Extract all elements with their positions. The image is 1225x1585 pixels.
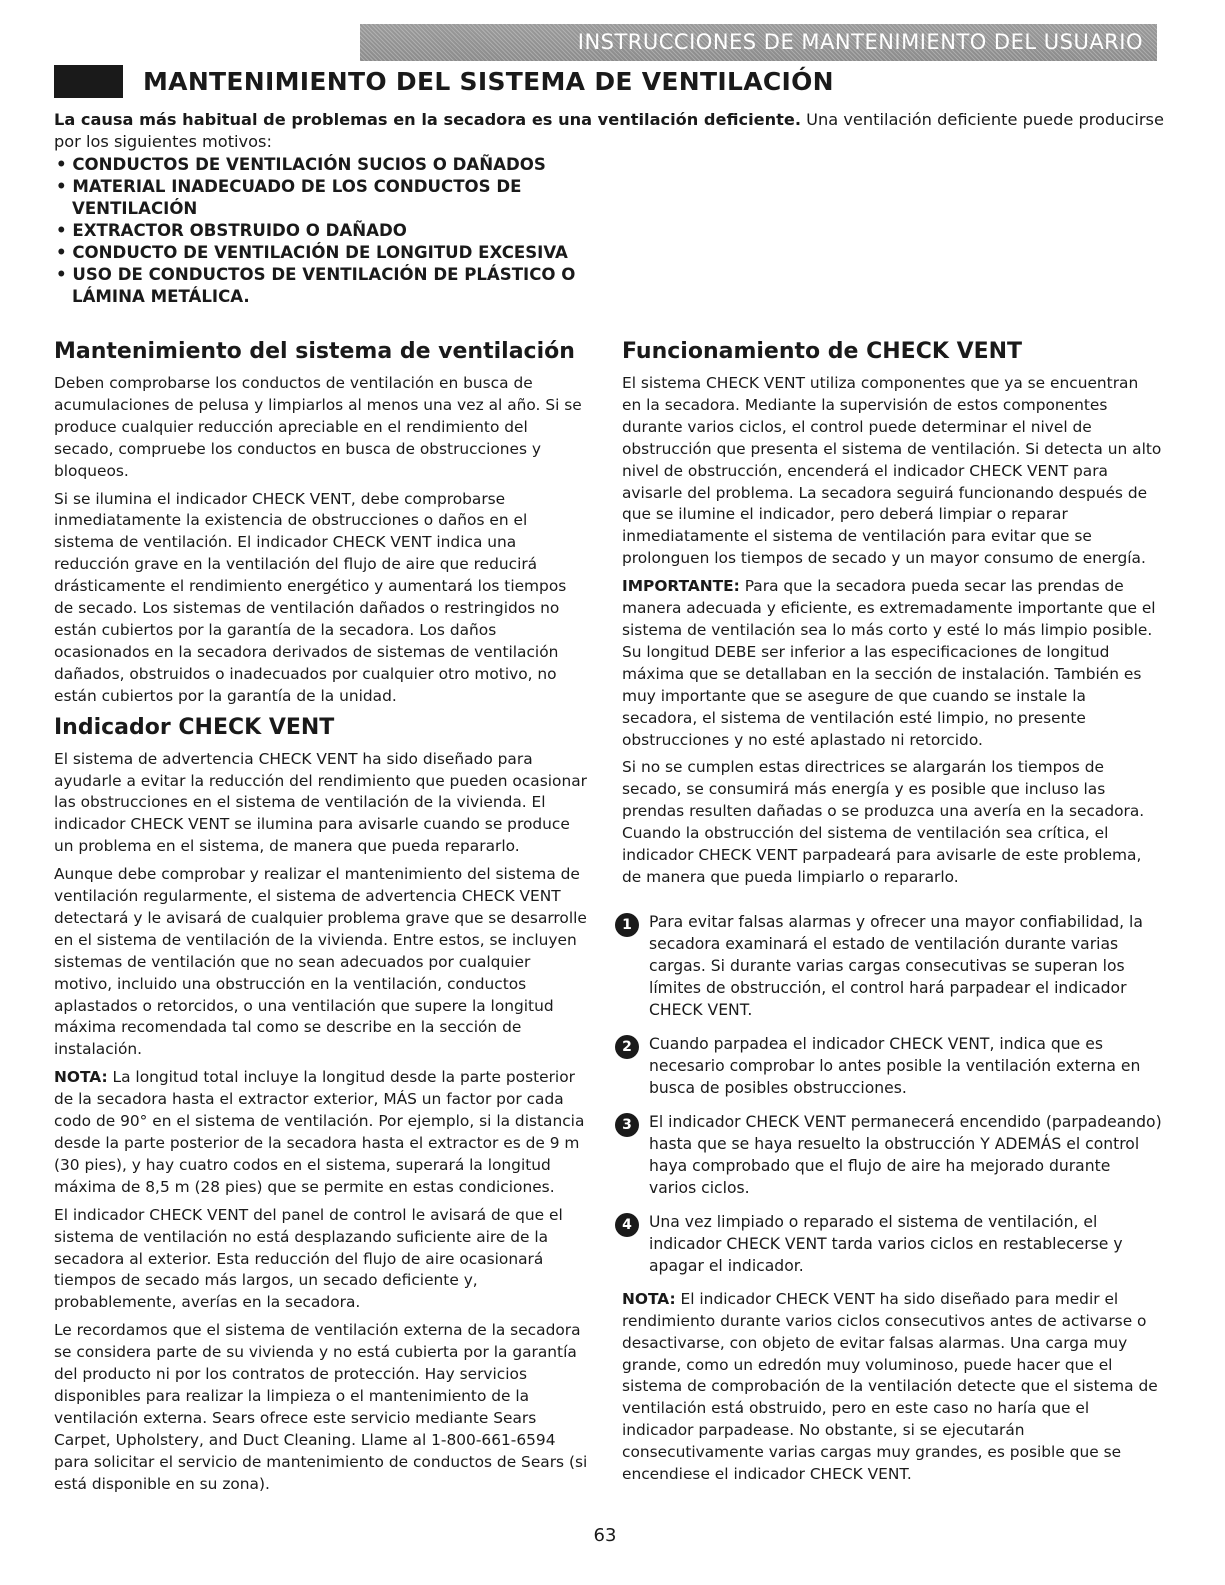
- importante-label: IMPORTANTE:: [622, 577, 740, 596]
- step-item: [622, 1033, 1162, 1099]
- paragraph: Aunque debe comprobar y realizar el mantenimiento del sistema de ventilación regularmente, el sistema de advertencia CHECK VENT detectará y le avisará de cualquier problema grave que se desarrolle en el sistema de ventilación de la vivienda. Entre estos, se incluyen sistemas de ventilación que no sean adecuados por cualquier motivo, incluido una obstrucción en la ventilación, conductos aplastados o retorcidos, o una ventilación que supere la longitud máxima recomendada tal como se describe en la sección de instalación.: [54, 865, 587, 1059]
- list-item: • EXTRACTOR OBSTRUIDO O DAÑADO: [56, 221, 407, 240]
- step-text: El indicador CHECK VENT permanecerá encendido (parpadeando) hasta que se haya resuelto la obstrucción Y ADEMÁS el control haya comprobado que el flujo de aire ha mejorado durante varios ciclos.: [649, 1112, 1162, 1197]
- steps-list: [622, 911, 1162, 1277]
- paragraph: Le recordamos que el sistema de ventilación externa de la secadora se considera parte de su vivienda y no está cubierta por la garantía del producto ni por los contratos de protección. Hay servicios disponibles para realizar la limpieza o el mantenimiento de la ventilación externa. Sears ofrece este servicio mediante Sears Carpet, Upholstery, and Duct Cleaning. Llame al 1-800-661-6594 para solicitar el servicio de mantenimiento de conductos de Sears (si está disponible en su zona).: [54, 1321, 588, 1493]
- list-item: • MATERIAL INADECUADO DE LOS CONDUCTOS DE VENTILACIÓN: [56, 177, 522, 218]
- step-text: Para evitar falsas alarmas y ofrecer una mayor confiabilidad, la secadora examinará el estado de ventilación durante varias cargas. Si durante varias cargas consecutivas se superan los límites de obstrucción, el control hará parpadear el indicador CHECK VENT.: [649, 912, 1143, 1019]
- page-number: 63: [593, 1525, 617, 1546]
- nota-label: NOTA:: [54, 1068, 108, 1087]
- paragraph: Deben comprobarse los conductos de ventilación en busca de acumulaciones de pelusa y limpiarlos al menos una vez al año. Si se produce cualquier reducción apreciable en el rendimiento del secado, compruebe los conductos en busca de obstrucciones y bloqueos.: [54, 374, 582, 480]
- importante-text: Para que la secadora pueda secar las prendas de manera adecuada y eficiente, es extremadamente importante que el sistema de ventilación sea lo más corto y esté lo más limpio posible. Su longitud DEBE ser inferior a las especificaciones de longitud máxima que se detallaban en la sección de instalación. También es muy importante que se asegure de que cuando se instale la secadora, el sistema de ventilación esté limpio, no presente obstrucciones y no esté aplastado ni retorcido.: [622, 577, 1156, 749]
- step-number-badge: 3: [615, 1113, 639, 1137]
- step-item: [622, 1111, 1162, 1199]
- causes-list: [56, 154, 596, 308]
- step-item: [622, 911, 1162, 1021]
- step-item: [622, 1211, 1162, 1277]
- paragraph: El sistema CHECK VENT utiliza componentes que ya se encuentran en la secadora. Mediante la supervisión de estos componentes durante varios ciclos, el control puede determinar el nivel de obstrucción que presenta el sistema de ventilación. Si detecta un alto nivel de obstrucción, encenderá el indicador CHECK VENT para avisarle del problema. La secadora seguirá funcionando después de que se ilumine el indicador, pero deberá limpiar o reparar inmediatamente el sistema de ventilación para evitar que se prolonguen los tiempos de secado y un mayor consumo de energía.: [622, 374, 1162, 568]
- heading-indicador: Indicador CHECK VENT: [54, 714, 335, 740]
- importante-paragraph: [622, 576, 1162, 751]
- left-column: [54, 338, 589, 1502]
- nota-text: La longitud total incluye la longitud desde la parte posterior de la secadora hasta el extractor exterior, MÁS un factor por cada codo de 90° en el sistema de ventilación. Por ejemplo, si la distancia desde la parte posterior de la secadora hasta el extractor es de 9 m (30 pies), y hay cuatro codos en el sistema, superará la longitud máxima de 8,5 m (28 pies) que se permite en estas condiciones.: [54, 1068, 585, 1196]
- step-number-badge: 4: [615, 1213, 639, 1237]
- page-title: MANTENIMIENTO DEL SISTEMA DE VENTILACIÓN: [143, 66, 834, 96]
- title-row: [54, 63, 834, 99]
- paragraph: Si se ilumina el indicador CHECK VENT, debe comprobarse inmediatamente la existencia de obstrucciones o daños en el sistema de ventilación. El indicador CHECK VENT indica una reducción grave en la ventilación del flujo de aire que reducirá drásticamente el rendimiento energético y aumentará los tiempos de secado. Los sistemas de ventilación dañados o restringidos no están cubiertos por la garantía de la secadora. Los daños ocasionados en la secadora derivados de sistemas de ventilación dañados, obstruidos o inadecuados por cualquier otro motivo, no están cubiertos por la garantía de la unidad.: [54, 489, 567, 705]
- step-text: Una vez limpiado o reparado el sistema de ventilación, el indicador CHECK VENT tarda varios ciclos en restablecerse y apagar el indicador.: [649, 1212, 1123, 1275]
- paragraph: El indicador CHECK VENT del panel de control le avisará de que el sistema de ventilación no está desplazando suficiente aire de la secadora al exterior. Esta reducción del flujo de aire ocasionará tiempos de secado más largos, un secado deficiente y, probablemente, averías en la secadora.: [54, 1205, 563, 1312]
- paragraph: Si no se cumplen estas directrices se alargarán los tiempos de secado, se consumirá más energía y es posible que incluso las prendas resulten dañadas o se produzca una avería en la secadora. Cuando la obstrucción del sistema de ventilación sea crítica, el indicador CHECK VENT parpadeará para avisarle de este problema, de manera que pueda limpiarlo o repararlo.: [622, 758, 1145, 886]
- intro-paragraph: [54, 109, 1169, 152]
- paragraph: El sistema de advertencia CHECK VENT ha sido diseñado para ayudarle a evitar la reducción del rendimiento que pueden ocasionar las obstrucciones en el sistema de ventilación de la vivienda. El indicador CHECK VENT se ilumina para avisarle cuando se produce un problema en el sistema, de manera que pueda repararlo.: [54, 749, 587, 856]
- nota-paragraph: [622, 1289, 1162, 1486]
- step-text: Cuando parpadea el indicador CHECK VENT, indica que es necesario comprobar lo antes posible la ventilación externa en busca de posibles obstrucciones.: [649, 1034, 1141, 1097]
- heading-mantenimiento: Mantenimiento del sistema de ventilación: [54, 339, 575, 364]
- list-item: • CONDUCTOS DE VENTILACIÓN SUCIOS O DAÑADOS: [56, 155, 546, 174]
- nota-paragraph: [54, 1067, 589, 1198]
- heading-funcionamiento: Funcionamiento de CHECK VENT: [622, 339, 1023, 364]
- nota-label: NOTA:: [622, 1289, 676, 1308]
- intro-bold: La causa más habitual de problemas en la secadora es una ventilación deficiente.: [54, 110, 801, 129]
- step-number-badge: 2: [615, 1035, 639, 1059]
- title-marker-block: [54, 65, 123, 98]
- list-item: • CONDUCTO DE VENTILACIÓN DE LONGITUD EXCESIVA: [56, 243, 568, 262]
- list-item: • USO DE CONDUCTOS DE VENTILACIÓN DE PLÁSTICO O LÁMINA METÁLICA.: [56, 265, 576, 306]
- right-column: [622, 338, 1162, 1492]
- nota-text: El indicador CHECK VENT ha sido diseñado para medir el rendimiento durante varios ciclos consecutivos antes de activarse o desactivarse, con objeto de evitar falsas alarmas. Una carga muy grande, como un edredón muy voluminoso, puede hacer que el sistema de comprobación de la ventilación detecte que el sistema de ventilación está obstruido, pero en este caso no haría que el indicador parpadease. No obstante, si se ejecutarán consecutivamente varias cargas muy grandes, es posible que se encendiese el indicador CHECK VENT.: [622, 1289, 1158, 1484]
- step-number-badge: 1: [615, 913, 639, 937]
- section-banner: INSTRUCCIONES DE MANTENIMIENTO DEL USUARIO: [360, 24, 1157, 61]
- intro-rest: Una ventilación deficiente puede producirse por los siguientes motivos:: [54, 110, 1164, 151]
